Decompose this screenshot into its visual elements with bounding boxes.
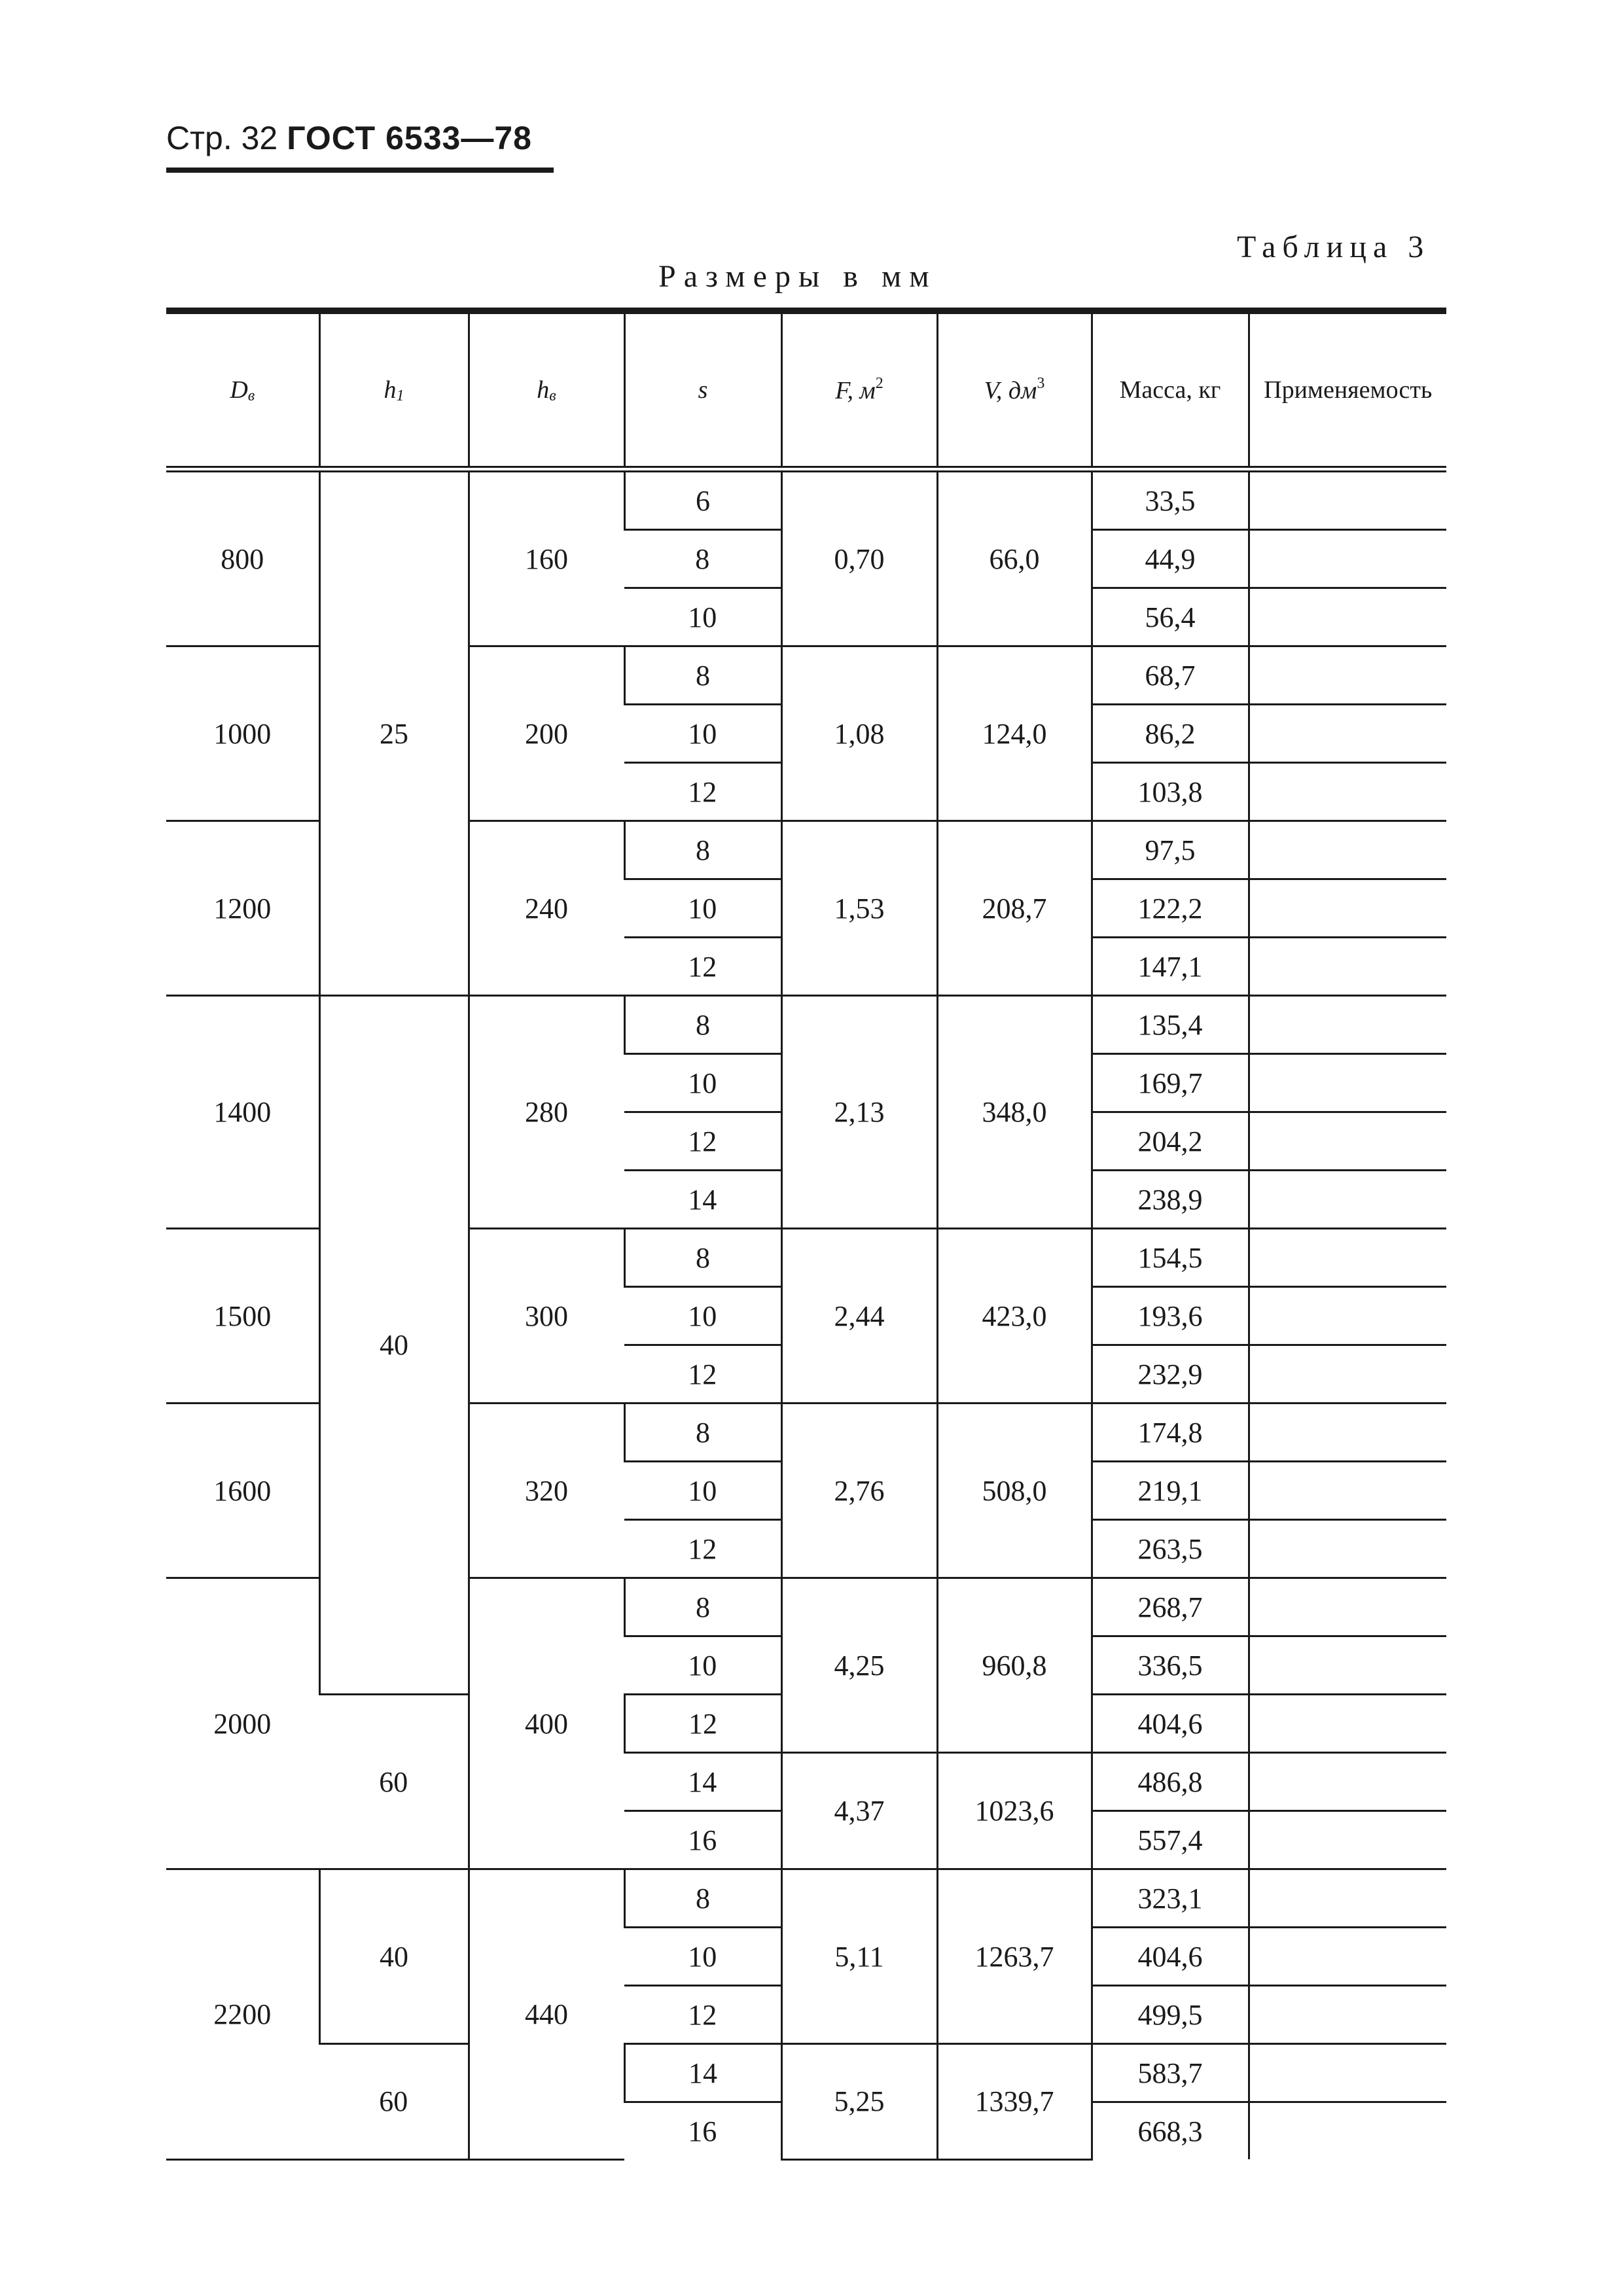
cell-s: 12 (624, 1986, 781, 2044)
cell-mass: 486,8 (1092, 1753, 1249, 1811)
cell-v: 124,0 (937, 646, 1092, 821)
cell-d: 1500 (166, 1229, 319, 1404)
col-header-hb: hв (469, 311, 624, 469)
cell-v: 66,0 (937, 469, 1092, 646)
cell-applicability (1249, 530, 1446, 588)
cell-f: 0,70 (781, 469, 937, 646)
col-header-f: F, $м^2$ (781, 311, 937, 469)
cell-applicability (1249, 1112, 1446, 1171)
cell-mass: 219,1 (1092, 1462, 1249, 1520)
cell-applicability (1249, 646, 1446, 705)
cell-d: 800 (166, 469, 319, 646)
cell-applicability (1249, 588, 1446, 646)
cell-s: 10 (624, 1462, 781, 1520)
cell-applicability (1249, 1171, 1446, 1229)
cell-mass: 86,2 (1092, 705, 1249, 763)
cell-applicability (1249, 1054, 1446, 1112)
cell-s: 12 (624, 763, 781, 821)
cell-mass: 336,5 (1092, 1636, 1249, 1695)
data-table (166, 308, 1446, 2161)
cell-s: 8 (624, 646, 781, 705)
cell-s: 12 (624, 1695, 781, 1753)
cell-applicability (1249, 469, 1446, 530)
cell-s: 10 (624, 588, 781, 646)
cell-mass: 68,7 (1092, 646, 1249, 705)
cell-mass: 404,6 (1092, 1695, 1249, 1753)
cell-applicability (1249, 1520, 1446, 1578)
cell-f: 2,76 (781, 1404, 937, 1578)
cell-s: 16 (624, 1811, 781, 1869)
cell-applicability (1249, 705, 1446, 763)
cell-f: 1,53 (781, 821, 937, 996)
cell-v: 1339,7 (937, 2044, 1092, 2160)
document-code: ГОСТ 6533—78 (287, 120, 532, 156)
cell-applicability (1249, 2102, 1446, 2160)
cell-s: 12 (624, 1112, 781, 1171)
cell-applicability (1249, 821, 1446, 879)
cell-v: 208,7 (937, 821, 1092, 996)
col-header-mass: Масса, кг (1092, 311, 1249, 469)
cell-d: 1000 (166, 646, 319, 821)
cell-mass: 135,4 (1092, 996, 1249, 1054)
cell-applicability (1249, 1345, 1446, 1404)
cell-s: 10 (624, 1636, 781, 1695)
cell-s: 12 (624, 938, 781, 996)
cell-mass: 499,5 (1092, 1986, 1249, 2044)
col-header-v: V, $дм^3$ (937, 311, 1092, 469)
cell-s: 6 (624, 469, 781, 530)
cell-s: 8 (624, 996, 781, 1054)
cell-applicability (1249, 1636, 1446, 1695)
cell-s: 8 (624, 530, 781, 588)
cell-v: 423,0 (937, 1229, 1092, 1404)
cell-mass: 232,9 (1092, 1345, 1249, 1404)
cell-v: 348,0 (937, 996, 1092, 1229)
table-row (166, 1869, 1446, 1928)
cell-s: 14 (624, 2044, 781, 2102)
cell-d: 2200 (166, 1869, 319, 2160)
cell-applicability (1249, 1462, 1446, 1520)
cell-mass: 323,1 (1092, 1869, 1249, 1928)
cell-mass: 668,3 (1092, 2102, 1249, 2160)
cell-h1: 60 (319, 1695, 469, 1869)
cell-mass: 103,8 (1092, 763, 1249, 821)
cell-s: 8 (624, 1578, 781, 1636)
cell-s: 10 (624, 1054, 781, 1112)
cell-f: 4,37 (781, 1753, 937, 1869)
cell-mass: 557,4 (1092, 1811, 1249, 1869)
cell-applicability (1249, 1404, 1446, 1462)
cell-f: 1,08 (781, 646, 937, 821)
cell-mass: 147,1 (1092, 938, 1249, 996)
cell-v: 508,0 (937, 1404, 1092, 1578)
table-row (166, 469, 1446, 530)
cell-applicability (1249, 938, 1446, 996)
cell-s: 8 (624, 821, 781, 879)
cell-s: 12 (624, 1520, 781, 1578)
cell-d: 1400 (166, 996, 319, 1229)
header-rule (166, 168, 554, 173)
cell-hb: 400 (469, 1578, 624, 1869)
table-label: Таблица 3 (1237, 230, 1431, 264)
cell-d: 1200 (166, 821, 319, 996)
cell-hb: 240 (469, 821, 624, 996)
cell-mass: 263,5 (1092, 1520, 1249, 1578)
cell-f: 2,13 (781, 996, 937, 1229)
cell-hb: 320 (469, 1404, 624, 1578)
page-number: Стр. 32 (166, 120, 278, 156)
cell-mass: 193,6 (1092, 1287, 1249, 1345)
cell-h1: 25 (319, 469, 469, 996)
cell-mass: 154,5 (1092, 1229, 1249, 1287)
cell-h1: 40 (319, 1869, 469, 2044)
page-header (166, 119, 559, 173)
cell-s: 10 (624, 879, 781, 938)
cell-applicability (1249, 1695, 1446, 1753)
cell-hb: 440 (469, 1869, 624, 2160)
cell-applicability (1249, 996, 1446, 1054)
col-header-h1: h1 (319, 311, 469, 469)
cell-mass: 97,5 (1092, 821, 1249, 879)
cell-h1: 40 (319, 996, 469, 1695)
cell-applicability (1249, 1869, 1446, 1928)
col-header-s: s (624, 311, 781, 469)
cell-d: 2000 (166, 1578, 319, 1869)
cell-mass: 33,5 (1092, 469, 1249, 530)
cell-f: 2,44 (781, 1229, 937, 1404)
cell-applicability (1249, 879, 1446, 938)
cell-f: 5,25 (781, 2044, 937, 2160)
cell-s: 12 (624, 1345, 781, 1404)
col-header-d: Dв (166, 311, 319, 469)
cell-hb: 200 (469, 646, 624, 821)
cell-v: 1263,7 (937, 1869, 1092, 2044)
cell-mass: 122,2 (1092, 879, 1249, 938)
cell-mass: 204,2 (1092, 1112, 1249, 1171)
cell-s: 8 (624, 1869, 781, 1928)
cell-s: 8 (624, 1229, 781, 1287)
cell-s: 10 (624, 1287, 781, 1345)
cell-applicability (1249, 1229, 1446, 1287)
cell-v: 1023,6 (937, 1753, 1092, 1869)
cell-s: 8 (624, 1404, 781, 1462)
cell-mass: 268,7 (1092, 1578, 1249, 1636)
cell-s: 14 (624, 1171, 781, 1229)
cell-f: 4,25 (781, 1578, 937, 1753)
table-row (166, 2044, 1446, 2102)
cell-s: 16 (688, 2115, 717, 2147)
col-header-applicability: Применяемость (1249, 311, 1446, 469)
cell-applicability (1249, 1287, 1446, 1345)
cell-applicability (1249, 1986, 1446, 2044)
cell-h1: 60 (319, 2044, 469, 2160)
cell-mass: 404,6 (1092, 1928, 1249, 1986)
cell-mass: 56,4 (1092, 588, 1249, 646)
cell-mass: 174,8 (1092, 1404, 1249, 1462)
table-row (166, 996, 1446, 1054)
cell-hb: 300 (469, 1229, 624, 1404)
cell-mass: 169,7 (1092, 1054, 1249, 1112)
table-caption: Размеры в мм (658, 259, 937, 294)
cell-applicability (1249, 2044, 1446, 2102)
cell-s: 10 (624, 1928, 781, 1986)
cell-applicability (1249, 1928, 1446, 1986)
table-header-row (166, 311, 1446, 469)
cell-s: 10 (624, 705, 781, 763)
cell-mass: 238,9 (1092, 1171, 1249, 1229)
cell-applicability (1249, 1753, 1446, 1811)
cell-hb: 280 (469, 996, 624, 1229)
cell-applicability (1249, 1811, 1446, 1869)
cell-d: 1600 (166, 1404, 319, 1578)
cell-v: 960,8 (937, 1578, 1092, 1753)
cell-mass: 44,9 (1092, 530, 1249, 588)
cell-f: 5,11 (781, 1869, 937, 2044)
cell-mass: 583,7 (1092, 2044, 1249, 2102)
cell-hb: 160 (469, 469, 624, 646)
cell-applicability (1249, 763, 1446, 821)
cell-applicability (1249, 1578, 1446, 1636)
cell-s: 14 (624, 1753, 781, 1811)
